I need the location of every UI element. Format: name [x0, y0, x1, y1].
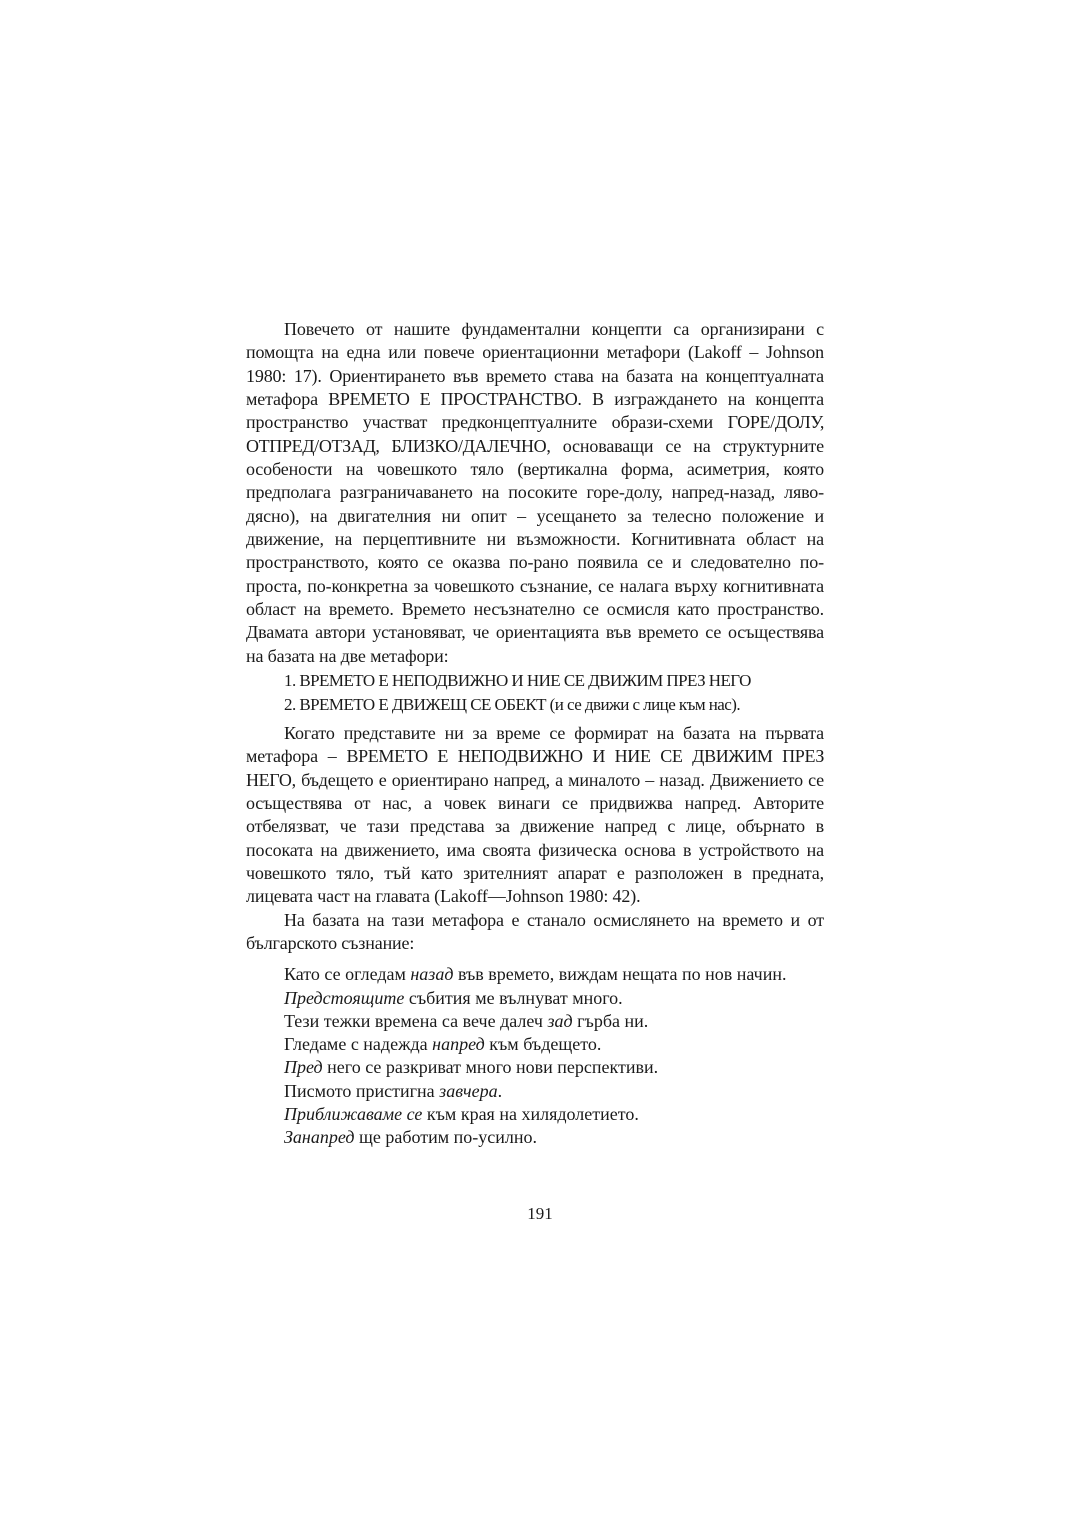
text-run: Когато представите ни за време се формират на базата на първата метафора – — [246, 722, 824, 767]
example-emphasis: Предстоящите — [284, 987, 405, 1008]
example-text: ще работим по-усилно. — [354, 1127, 538, 1148]
example-text: . — [497, 1080, 503, 1101]
example-emphasis: Занапред — [284, 1127, 355, 1148]
example-text: Като се огледам — [284, 964, 411, 985]
example-sentence — [284, 963, 824, 986]
text-run: , основаващи се на структурните особености на човешкото тяло (вертикална форма, асиметрия, която предполага разграничаването на посоките горе-долу, напред-назад, ляво-дясно), на двигателния ни опит – усещането за телесно положение и движение, на перцептивните ни възможности. Когнитивната област на пространството, която се оказва по-рано появила се и следователно по-проста, по-конкретна за човешкото съзнание, се налага върху когнитивната област на времето. Времето несъзнателно се осмисля като пространство. Двамата автори установяват, че ориентацията във времето се осъществява на базата на две метафори: — [246, 435, 824, 666]
list-item-text: 1. ВРЕМЕТО Е НЕПОДВИЖНО И НИЕ СЕ ДВИЖИМ ПРЕЗ НЕГО — [284, 671, 751, 691]
example-sentence — [284, 1033, 824, 1056]
paragraph-bulgarian: На базата на тази метафора е станало осмислянето на времето и от българското съзнание: — [246, 909, 824, 953]
metaphor-name: ВРЕМЕТО Е НЕПОДВИЖНО И НИЕ СЕ ДВИЖИМ ПРЕЗ НЕГО — [246, 746, 824, 790]
metaphor-name: ВРЕМЕТО Е ПРОСТРАНСТВО — [328, 389, 578, 410]
page-body — [246, 318, 824, 1150]
example-sentence — [284, 1103, 824, 1126]
example-text: към бъдещето. — [484, 1034, 602, 1055]
list-item — [246, 693, 824, 716]
text-run: . В изграждането на концепта пространство участват предконцептуалните образи-схеми — [246, 389, 824, 433]
example-sentence — [284, 1080, 824, 1103]
example-emphasis: завчера — [439, 1080, 498, 1101]
page-number: 191 — [527, 1204, 553, 1223]
example-text: него се разкриват много нови перспективи. — [322, 1057, 659, 1078]
paragraph-first-metaphor — [246, 722, 824, 909]
example-emphasis: напред — [432, 1034, 485, 1055]
example-text: към края на хилядолетието. — [422, 1104, 639, 1125]
example-emphasis: Приближаваме се — [284, 1104, 423, 1125]
example-emphasis: назад — [410, 964, 454, 985]
example-text: Гледаме с надежда — [284, 1034, 433, 1055]
examples-list — [246, 963, 824, 1149]
image-schemas: ГОРЕ/ДОЛУ, ОТПРЕД/ОТЗАД, БЛИЗКО/ДАЛЕЧНО — [246, 412, 824, 456]
example-sentence — [284, 1056, 824, 1079]
list-item-text: 2. ВРЕМЕТО Е ДВИЖЕЩ СЕ ОБЕКТ — [284, 694, 546, 714]
list-item — [246, 669, 824, 692]
example-sentence — [284, 1126, 824, 1149]
text-run: Повечето от нашите фундаментални концепти са организирани с помощта на една или повече ориентационни метафори (Lakoff – Johnson 1980: 17). Ориентирането във времето става на базата на концептуалната метафора — [246, 319, 824, 410]
paragraph-intro — [246, 318, 824, 668]
example-emphasis: зад — [547, 1010, 573, 1031]
example-text: събития ме вълнуват много. — [404, 987, 623, 1008]
list-item-tail: (и се движи с лице към нас). — [545, 694, 741, 714]
example-emphasis: Пред — [284, 1057, 323, 1078]
example-text: Тези тежки времена са вече далеч — [284, 1010, 548, 1031]
text-run: , бъдещето е ориентирано напред, а миналото – назад. Движението се осъществява от нас, а човек винаги се придвижва напред. Авторите отбелязват, че тази представа за движение напред с лице, обърнато в посоката на движението, има своята физическа основа в устройството на човешкото тяло, тъй като зрителният апарат е разположен в предната, лицевата част на главата (Lakoff—Johnson 1980: 42). — [246, 769, 824, 907]
example-text: във времето, виждам нещата по нов начин. — [453, 964, 787, 985]
example-text: гърба ни. — [572, 1010, 649, 1031]
example-text: Писмото пристигна — [284, 1080, 440, 1101]
example-sentence — [284, 987, 824, 1010]
example-sentence — [284, 1010, 824, 1033]
metaphor-list — [246, 669, 824, 716]
